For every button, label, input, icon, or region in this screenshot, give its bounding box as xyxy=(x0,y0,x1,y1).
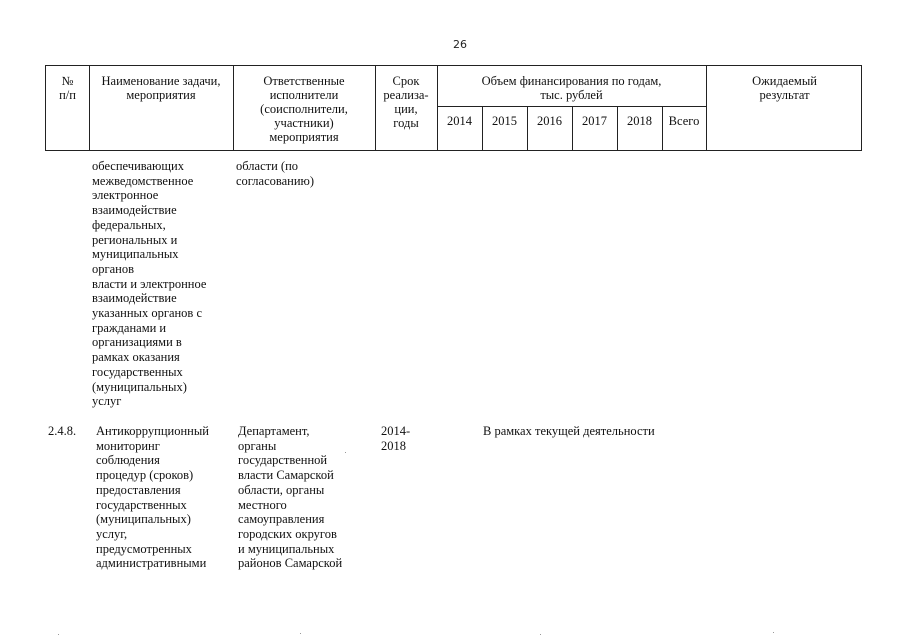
row-1-task xyxy=(92,159,206,409)
executors-line: местного xyxy=(238,497,287,512)
executors-line: Департамент, xyxy=(238,424,310,438)
header-year: 2017 xyxy=(582,114,607,128)
executors-line: согласованию) xyxy=(236,173,315,188)
column-divider xyxy=(617,106,618,150)
task-line: указанных органов с xyxy=(92,306,203,321)
header-task xyxy=(89,74,233,102)
task-line: процедур (сроков) xyxy=(96,468,194,483)
executors-line: области (по xyxy=(236,159,299,173)
row-2-term xyxy=(381,424,410,453)
header-term-line: ции, xyxy=(394,102,418,116)
header-num xyxy=(46,74,89,102)
task-line: обеспечивающих xyxy=(92,159,184,173)
scan-speck xyxy=(300,633,301,634)
header-term-line: годы xyxy=(393,116,419,130)
header-term-line: реализа- xyxy=(383,88,429,102)
task-line: взаимодействие xyxy=(92,203,177,218)
scan-speck xyxy=(773,632,774,633)
header-total: Всего xyxy=(668,114,700,128)
executors-line: самоуправления xyxy=(238,512,325,527)
task-line: федеральных, xyxy=(92,217,166,232)
row-2-num: 2.4.8. xyxy=(48,424,77,438)
scan-speck xyxy=(345,452,346,453)
row-divider xyxy=(437,106,706,107)
task-line: межведомственное xyxy=(92,173,194,188)
header-result-line: Ожидаемый xyxy=(752,74,817,88)
row-2-funding-note: В рамках текущей деятельности xyxy=(483,424,655,438)
task-line: муниципальных xyxy=(92,247,179,262)
executors-line: государственной xyxy=(238,453,328,468)
task-line: организациями в xyxy=(92,335,182,350)
column-divider xyxy=(662,106,663,150)
executors-line: городских округов xyxy=(238,526,337,541)
header-year: 2016 xyxy=(537,114,562,128)
column-divider xyxy=(572,106,573,150)
header-funding-line: Объем финансирования по годам, xyxy=(481,74,662,88)
column-divider xyxy=(482,106,483,150)
task-line: гражданами и xyxy=(92,320,167,335)
task-line: предусмотренных xyxy=(96,541,192,556)
task-line: административными xyxy=(96,556,207,571)
page-number: 26 xyxy=(453,38,467,51)
header-executors-line: (соисполнители, xyxy=(260,102,348,116)
executors-line: районов Самарской xyxy=(238,556,343,571)
row-1-executors xyxy=(236,159,314,188)
header-result-line: результат xyxy=(759,88,810,102)
task-line: предоставления xyxy=(96,482,181,497)
task-line: государственных xyxy=(92,364,183,379)
executors-line: органы xyxy=(238,438,277,453)
task-line: услуг xyxy=(92,394,122,409)
row-2-task xyxy=(96,424,209,571)
task-line: органов xyxy=(92,261,135,276)
task-line: услуг, xyxy=(96,526,128,541)
task-line: взаимодействие xyxy=(92,291,177,306)
table-header xyxy=(45,65,862,151)
column-divider xyxy=(527,106,528,150)
header-executors-line: мероприятия xyxy=(269,130,339,144)
header-num-line: № xyxy=(61,74,74,88)
task-line: Антикоррупционный xyxy=(96,424,209,438)
header-year: 2018 xyxy=(627,114,652,128)
header-task-line: мероприятия xyxy=(126,88,196,102)
executors-line: и муниципальных xyxy=(238,541,335,556)
header-result xyxy=(706,74,863,102)
task-line: мониторинг xyxy=(96,438,160,453)
scan-speck xyxy=(58,634,59,635)
header-term xyxy=(375,74,437,130)
task-line: (муниципальных) xyxy=(96,512,191,527)
task-line: региональных и xyxy=(92,232,178,247)
task-line: соблюдения xyxy=(96,453,160,468)
header-year: 2015 xyxy=(492,114,517,128)
executors-line: власти Самарской xyxy=(238,468,334,483)
scan-speck xyxy=(540,634,541,635)
header-executors-line: Ответственные xyxy=(263,74,345,88)
header-executors xyxy=(233,74,375,144)
header-funding xyxy=(437,74,706,102)
task-line: рамках оказания xyxy=(92,350,180,365)
task-line: электронное xyxy=(92,188,159,203)
task-line: государственных xyxy=(96,497,187,512)
term-line: 2014- xyxy=(381,424,411,438)
header-executors-line: исполнители xyxy=(269,88,339,102)
term-line: 2018 xyxy=(381,438,406,453)
executors-line: области, органы xyxy=(238,482,325,497)
task-line: (муниципальных) xyxy=(92,379,187,394)
header-num-line: п/п xyxy=(59,88,76,102)
task-line: власти и электронное xyxy=(92,276,207,291)
header-task-line: Наименование задачи, xyxy=(101,74,221,88)
row-2-executors xyxy=(238,424,342,571)
header-term-line: Срок xyxy=(392,74,420,88)
header-funding-line: тыс. рублей xyxy=(540,88,603,102)
header-executors-line: участники) xyxy=(274,116,334,130)
header-year: 2014 xyxy=(447,114,472,128)
